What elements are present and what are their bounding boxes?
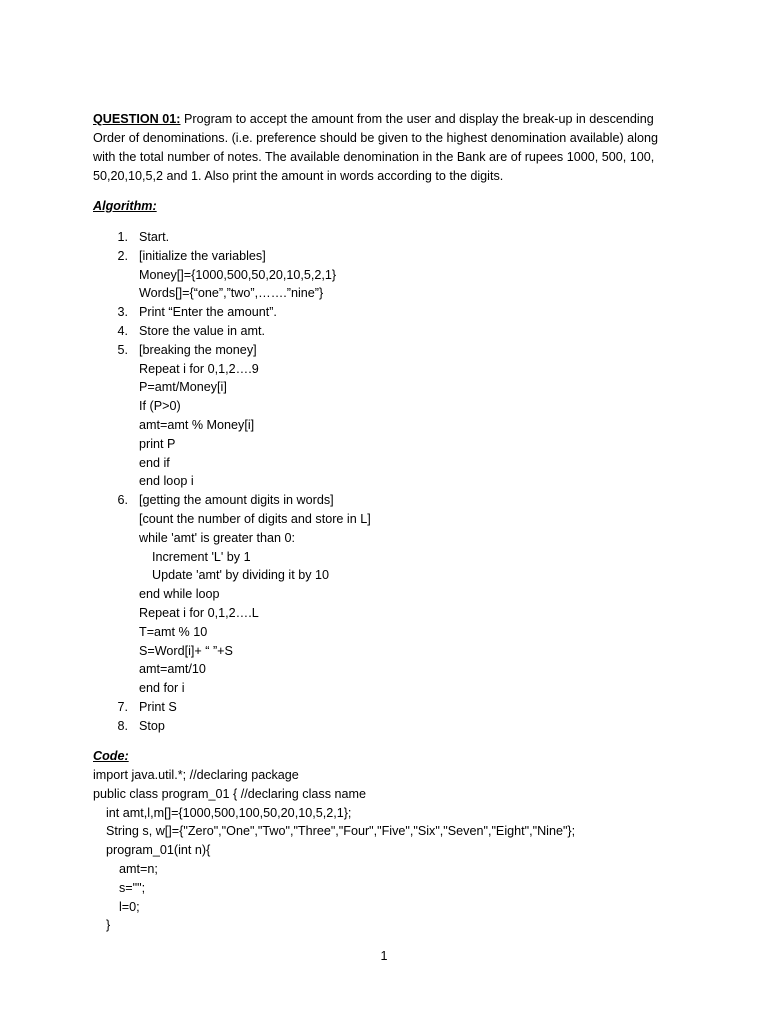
code-block [0, 766, 768, 935]
step-text: If (P>0) [139, 399, 181, 414]
algorithm-step [0, 548, 768, 567]
code-text: import java.util.*; //declaring package [93, 768, 299, 782]
algorithm-step [0, 660, 768, 679]
step-text: Increment 'L' by 1 [152, 549, 251, 564]
step-text: P=amt/Money[i] [139, 380, 227, 395]
code-line [0, 841, 768, 860]
algorithm-step [0, 397, 768, 416]
code-text: s=""; [119, 880, 146, 895]
question-text: Program to accept the amount from the user and display the break-up in descending Order of denominations. (i.e. preference should be given to the highest denomination available) along with the total number of notes. The available denomination in the Bank are of rupees 1000, 500, 100, 50,20,10,5,2 and 1. Also print the amount in words according to the digits. [93, 112, 658, 183]
step-number: 4. [117, 323, 128, 338]
step-text: [count the number of digits and store in L] [139, 511, 371, 526]
code-line [0, 804, 768, 823]
code-text: int amt,l,m[]={1000,500,100,50,20,10,5,2,1}; [106, 805, 352, 820]
code-text: amt=n; [119, 861, 158, 876]
step-text: Words[]={“one”,”two”,…….”nine”} [139, 286, 324, 301]
algorithm-step [0, 717, 768, 736]
step-text: [getting the amount digits in words] [139, 493, 334, 508]
step-text: amt=amt % Money[i] [139, 417, 255, 432]
question-paragraph [93, 110, 683, 186]
algorithm-step [0, 247, 768, 266]
code-heading: Code: [93, 749, 129, 763]
step-text: [breaking the money] [139, 342, 257, 357]
algorithm-heading: Algorithm: [93, 199, 157, 213]
algorithm-step [0, 228, 768, 247]
step-text: end loop i [139, 474, 194, 489]
algorithm-step [0, 284, 768, 303]
step-number: 6. [117, 493, 128, 508]
algorithm-step [0, 416, 768, 435]
algorithm-step [0, 435, 768, 454]
algorithm-step [0, 698, 768, 717]
algorithm-step [0, 303, 768, 322]
algorithm-step [0, 454, 768, 473]
step-number: 3. [117, 305, 128, 320]
step-text: Print S [139, 699, 177, 714]
code-text: public class program_01 { //declaring class name [93, 786, 367, 801]
algorithm-step [0, 341, 768, 360]
algorithm-step [0, 491, 768, 510]
code-line [0, 822, 768, 841]
code-text: } [106, 918, 111, 933]
code-line [0, 879, 768, 898]
algorithm-step [0, 472, 768, 491]
algorithm-step [0, 642, 768, 661]
code-line [0, 785, 768, 804]
algorithm-step [0, 585, 768, 604]
code-line [0, 860, 768, 879]
algorithm-step [0, 510, 768, 529]
step-text: Start. [139, 230, 170, 244]
step-text: [initialize the variables] [139, 248, 266, 263]
code-line [0, 766, 768, 785]
step-text: Repeat i for 0,1,2….9 [139, 361, 259, 376]
question-label: QUESTION 01: [93, 112, 181, 126]
step-text: T=amt % 10 [139, 624, 208, 639]
step-number: 7. [117, 699, 128, 714]
step-number: 5. [117, 342, 128, 357]
step-text: amt=amt/10 [139, 662, 206, 677]
page-number: 1 [380, 949, 388, 963]
code-text: l=0; [119, 899, 140, 914]
code-line [0, 916, 768, 935]
step-text: end for i [139, 681, 185, 696]
algorithm-step [0, 360, 768, 379]
algorithm-step [0, 623, 768, 642]
step-text: Print “Enter the amount”. [139, 305, 277, 320]
step-text: while 'amt' is greater than 0: [139, 530, 296, 545]
step-text: end while loop [139, 587, 220, 602]
code-line [0, 898, 768, 917]
algorithm-step [0, 529, 768, 548]
step-text: Repeat i for 0,1,2….L [139, 605, 259, 620]
step-number: 2. [117, 248, 128, 263]
step-number: 1. [117, 230, 128, 244]
step-text: print P [139, 436, 176, 451]
step-text: Update 'amt' by dividing it by 10 [152, 568, 330, 583]
algorithm-step [0, 566, 768, 585]
algorithm-step [0, 679, 768, 698]
algorithm-step [0, 266, 768, 285]
algorithm-step [0, 378, 768, 397]
step-text: Stop [139, 718, 165, 733]
code-text: program_01(int n){ [106, 843, 211, 858]
step-text: Money[]={1000,500,50,20,10,5,2,1} [139, 267, 337, 282]
step-text: S=Word[i]+ “ ”+S [139, 643, 233, 658]
step-number: 8. [117, 718, 128, 733]
algorithm-step [0, 604, 768, 623]
code-text: String s, w[]={"Zero","One","Two","Three","Four","Five","Six","Seven","Eight","Nine"}; [106, 824, 576, 839]
algorithm-list [0, 228, 768, 736]
step-text: Store the value in amt. [139, 323, 266, 338]
step-text: end if [139, 455, 170, 470]
algorithm-step [0, 322, 768, 341]
